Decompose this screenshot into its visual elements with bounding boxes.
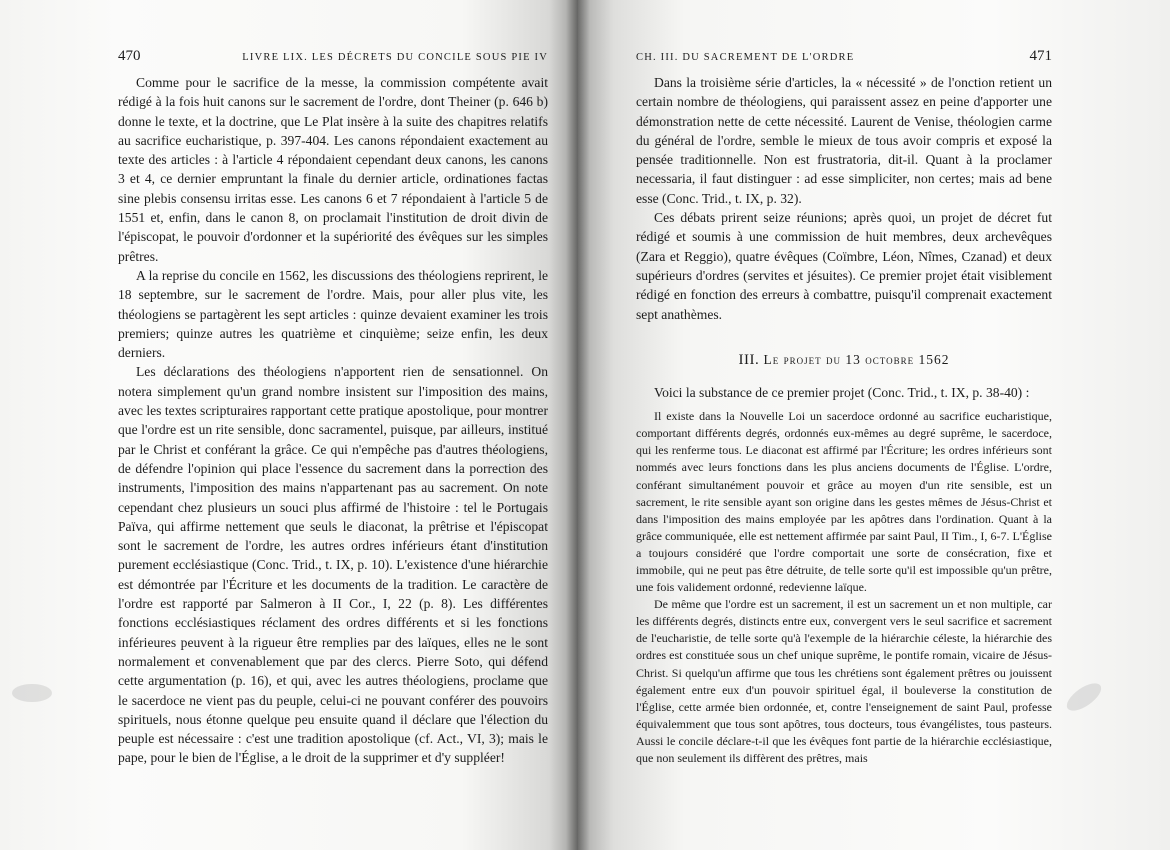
section-title: Le projet du 13 octobre 1562 xyxy=(763,351,950,367)
paragraph: Ces débats prirent seize réunions; après quoi, un projet de décret fut rédigé et soumis à une commission de huit membres, deux archevêques (Zara et Reggio), quatre évêques (Coïmbre, Léon, Nîmes, Czanad) et deux supérieurs d'ordres (servites et jésuites). Ce premier projet était visiblement rédigé en fonction des erreurs à combattre, puisqu'il comprenait exactement sept anathèmes. xyxy=(636,210,1052,322)
page-smudge xyxy=(12,684,52,702)
right-page-body xyxy=(636,73,1052,324)
page-number-right: 471 xyxy=(1029,48,1052,64)
running-head-title-left: LIVRE LIX. LES DÉCRETS DU CONCILE SOUS PIE IV xyxy=(242,52,548,63)
paragraph: Comme pour le sacrifice de la messe, la commission compétente avait rédigé à la fois huit canons sur le sacrement de l'ordre, dont Theiner (p. 646 b) donne le texte, et la doctrine, que Le Plat insère à la suite des chapitres relatifs au sacrifice eucharistique, p. 397-404. Les canons répondaient exactement au texte des articles : à l'article 4 répondaient cependant deux canons, les canons 3 et 4, ce dernier empruntant la finale du dernier article, ordinationes factas sine plebis consensu irritas esse. Les canons 6 et 7 répondaient à l'article 5 de 1551 et, enfin, dans le canon 8, on proclamait l'institution de droit divin de l'épiscopat, le pouvoir d'ordonner et la supériorité des évêques sur les simples prêtres. xyxy=(118,75,548,264)
paragraph: A la reprise du concile en 1562, les discussions des théologiens reprirent, le 18 septembre, sur le sacrement de l'ordre. Mais, pour aller plus vite, les théologiens se partagèrent les sept articles : quinze devaient examiner les trois premiers; quinze autres les quatrième et cinquième; seize enfin, les deux derniers. xyxy=(118,267,548,361)
paragraph: Les déclarations des théologiens n'apportent rien de sensationnel. On notera simplement qu'un grand nombre insistent sur l'imposition des mains, avec les textes scripturaires rapportant cette pratique apostolique, pour montrer que l'ordre est un rite sensible, donc sacramentel, puisque, par ailleurs, institué par le Christ et conférant la grâce. Ce qui n'empêche pas d'autres théologiens, de défendre l'opinion qui place l'essence du sacrement dans la porrection des instruments, l'imposition des mains n'appartenant pas au sacrement. On note cependant chez plusieurs un souci plus affirmé de l'histoire : tel le Portugais Païva, qui affirme nettement que seuls le diaconat, la prêtrise et l'épiscopat sont le sacrement de l'ordre, les autres ordres inférieurs étant d'institution purement ecclésiastique (Conc. Trid., t. IX, p. 10). L'existence d'une hiérarchie est démontrée par l'Écriture et les documents de la tradition. Le caractère de l'ordre est rapporté par Salmeron à II Cor., I, 22 (p. 8). Les différentes fonctions ecclésiastiques réclament des ordres différents et si les fonctions inférieures peuvent à la rigueur être remplies par des laïques, elles ne le sont normalement et convenablement que par des clercs. Pierre Soto, qui défend cette argumentation (p. 16), et qui, avec les autres théologiens, proclame que le sacerdoce ne vient pas du peuple, celui-ci ne pouvant conférer des pouvoirs spirituels, nous étonne quelque peu ensuite quand il déclare que l'élection du peuple est nécessaire : c'est une tradition apostolique (cf. Act., VI, 3); mais le pape, pour le bien de l'Église, a le droit de la supprimer et d'y suppléer! xyxy=(118,364,548,766)
quoted-summary xyxy=(636,408,1052,767)
intro-paragraph: Voici la substance de ce premier projet (Conc. Trid., t. IX, p. 38-40) : xyxy=(654,384,1030,400)
running-head-left xyxy=(118,48,548,65)
running-head-title-right: CH. III. DU SACREMENT DE L'ORDRE xyxy=(636,52,855,63)
left-page-body xyxy=(118,73,548,768)
small-paragraph: De même que l'ordre est un sacrement, il est un sacrement un et non multiple, car les différents degrés, distincts entre eux, convergent vers le seul sacrifice et sacrement de l'eucharistie, de telle sorte qu'à l'exemple de la hiérarchie céleste, la hiérarchie des ordres est constituée sous un chef unique suprême, le pontife romain, vicaire de Jésus-Christ. Si quelqu'un affirme que tous les chrétiens sont également prêtres ou jouissent également entre eux d'un pouvoir spirituel égal, il bouleverse la constitution de l'Église, cette armée bien ordonnée, et, contre l'enseignement de saint Paul, professe équivalemment que tous sont apôtres, tous docteurs, tous évangélistes, tous pasteurs. Aussi le concile déclare-t-il que les évêques font partie de la hiérarchie ecclésiastique, que non seulement ils diffèrent des prêtres, mais xyxy=(636,597,1052,766)
section-heading xyxy=(636,352,1052,369)
right-page xyxy=(578,0,1170,850)
running-head-right xyxy=(636,48,1052,65)
page-smudge xyxy=(1062,678,1105,716)
section-intro xyxy=(636,383,1052,402)
paragraph: Dans la troisième série d'articles, la « nécessité » de l'onction retient un certain nombre de théologiens, qui paraissent assez en peine d'apporter une démonstration nette de cette nécessité. Laurent de Venise, théologien carme du général de l'ordre, semble le mieux de tous avoir compris et exposé la pensée traditionnelle. Non est frustratoria, dit-il. Quant à la proclamer necessaria, il faut distinguer : ad esse simpliciter, non certes; mais ad bene esse (Conc. Trid., t. IX, p. 32). xyxy=(636,75,1052,206)
page-number-left: 470 xyxy=(118,48,141,64)
small-paragraph: Il existe dans la Nouvelle Loi un sacerdoce ordonné au sacrifice eucharistique, comportant différents degrés, ordonnés eux-mêmes au degré suprême, le sacerdoce, qui les renferme tous. Le diaconat est affirmé par l'Écriture; les ordres inférieurs sont nommés avec leurs fonctions dans les plus anciens documents de l'Église. L'ordre, conférant simultanément pouvoir et grâce au moyen d'un rite sensible, est un sacrement, le rite sensible ayant son origine dans les gestes mêmes de Jésus-Christ et dans l'imposition des mains employée par les apôtres dans l'ordination. Quant à la grâce communiquée, elle est nettement affirmée par saint Paul, II Tim., I, 6-7. L'Église a toujours considéré que l'ordre comportait une sorte de consécration, fixe et immobile, qui ne peut pas être détruite, de telle sorte qu'il est impossible qu'un prêtre, une fois validement ordonné, redevienne laïque. xyxy=(636,409,1052,595)
left-page xyxy=(0,0,578,850)
section-number: III. xyxy=(738,351,760,368)
